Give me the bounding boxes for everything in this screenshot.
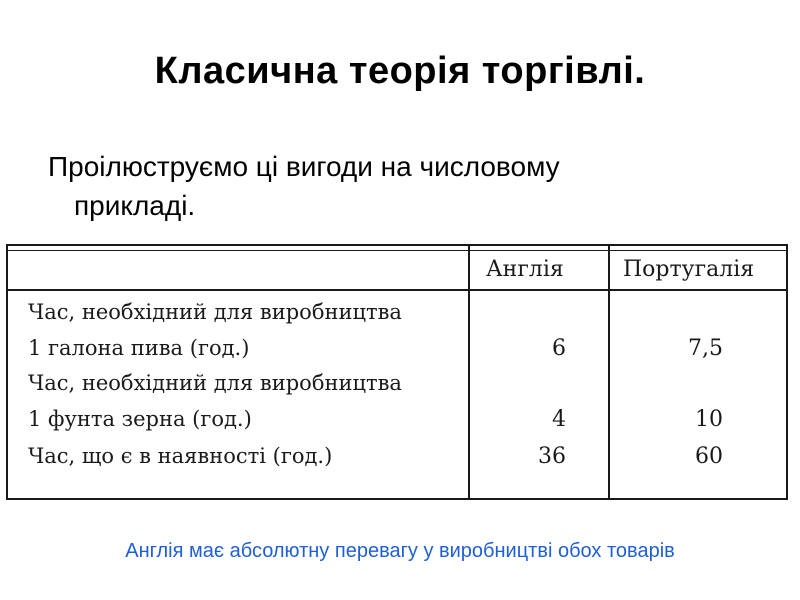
cell-portugal: 10	[695, 407, 723, 432]
table-column-divider	[608, 246, 610, 498]
row-label: Час, необхідний для виробництва	[28, 371, 402, 395]
body-text-line-1: Проілюструємо ці вигоди на числовому	[48, 151, 560, 182]
row-label: Час, що є в наявності (год.)	[28, 444, 333, 468]
column-header-england: Англія	[486, 257, 564, 282]
column-header-portugal: Португалія	[623, 257, 755, 282]
slide-title: Класична теорія торгівлі.	[154, 50, 646, 92]
table-column-divider	[468, 246, 470, 498]
footnote-conclusion: Англія має абсолютну перевагу у виробництві обох товарів	[125, 540, 675, 562]
cell-portugal: 60	[695, 444, 723, 469]
cell-england: 36	[538, 444, 566, 469]
cell-portugal: 7,5	[688, 336, 723, 361]
table-top-rule	[8, 250, 786, 251]
table-header-rule	[8, 289, 786, 291]
row-label: 1 фунта зерна (год.)	[28, 407, 252, 431]
row-label: Час, необхідний для виробництва	[28, 300, 402, 324]
body-text-line-2: прикладі.	[74, 190, 196, 221]
slide-body-text	[48, 147, 748, 225]
row-label: 1 галона пива (год.)	[28, 336, 250, 360]
cell-england: 4	[552, 407, 566, 432]
cell-england: 6	[552, 336, 566, 361]
data-table	[6, 244, 788, 500]
